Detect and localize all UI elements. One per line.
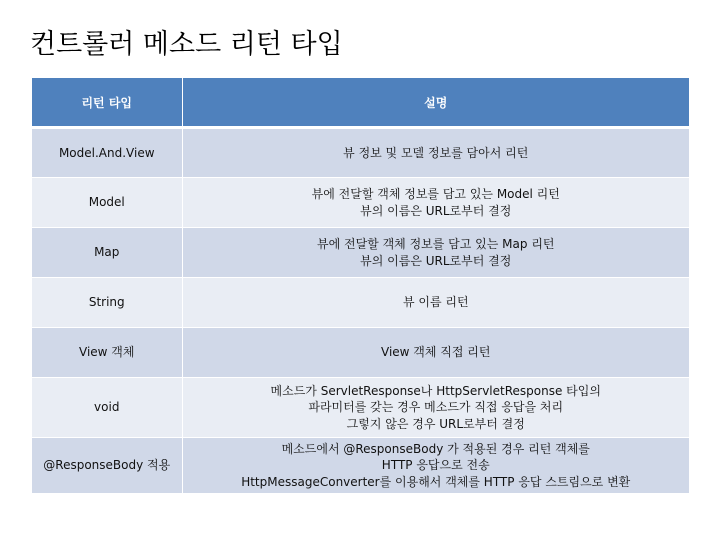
table-row	[32, 328, 689, 378]
slide-title: 컨트롤러 메소드 리턴 타입	[30, 29, 343, 60]
return-type-cell: View 객체	[32, 328, 182, 378]
description-cell	[182, 228, 689, 278]
description-cell	[182, 438, 689, 494]
table-row	[32, 378, 689, 438]
description-line: View 객체 직접 리턴	[381, 345, 491, 360]
description-line: HttpMessageConverter를 이용해서 객체를 HTTP 응답 스트림으로 변환	[241, 474, 631, 489]
table-row	[32, 228, 689, 278]
description-line: 뷰 정보 및 모델 정보를 담아서 리턴	[343, 145, 529, 160]
description-cell	[182, 278, 689, 328]
description-line: 메소드에서 @ResponseBody 가 적용된 경우 리턴 객체를	[281, 442, 590, 457]
return-type-cell: void	[32, 378, 182, 438]
table-row	[32, 438, 689, 494]
return-type-cell: @ResponseBody 적용	[32, 438, 182, 494]
table-row	[32, 278, 689, 328]
return-type-table	[32, 78, 689, 494]
header-return-type: 리턴 타입	[32, 78, 182, 128]
return-type-cell: String	[32, 278, 182, 328]
table-row	[32, 178, 689, 228]
table-header-row	[32, 78, 689, 128]
return-type-cell: Model	[32, 178, 182, 228]
description-line: 그렇지 않은 경우 URL로부터 결정	[346, 416, 525, 431]
description-line: 뷰에 전달할 객체 정보를 담고 있는 Map 리턴	[317, 237, 555, 252]
description-line: 메소드가 ServletResponse나 HttpServletResponse 타입의	[270, 384, 601, 399]
description-cell	[182, 378, 689, 438]
table-row	[32, 128, 689, 178]
header-description: 설명	[182, 78, 689, 128]
description-line: 뷰에 전달할 객체 정보를 담고 있는 Model 리턴	[311, 187, 560, 202]
return-type-cell: Map	[32, 228, 182, 278]
description-line: 파라미터를 갖는 경우 메소드가 직접 응답을 처리	[308, 400, 564, 415]
description-line: 뷰의 이름은 URL로부터 결정	[360, 253, 512, 268]
description-cell	[182, 178, 689, 228]
description-line: 뷰 이름 리턴	[402, 295, 469, 310]
return-type-cell: Model.And.View	[32, 128, 182, 178]
description-line: HTTP 응답으로 전송	[381, 458, 490, 473]
description-cell	[182, 328, 689, 378]
description-cell	[182, 128, 689, 178]
description-line: 뷰의 이름은 URL로부터 결정	[360, 203, 512, 218]
